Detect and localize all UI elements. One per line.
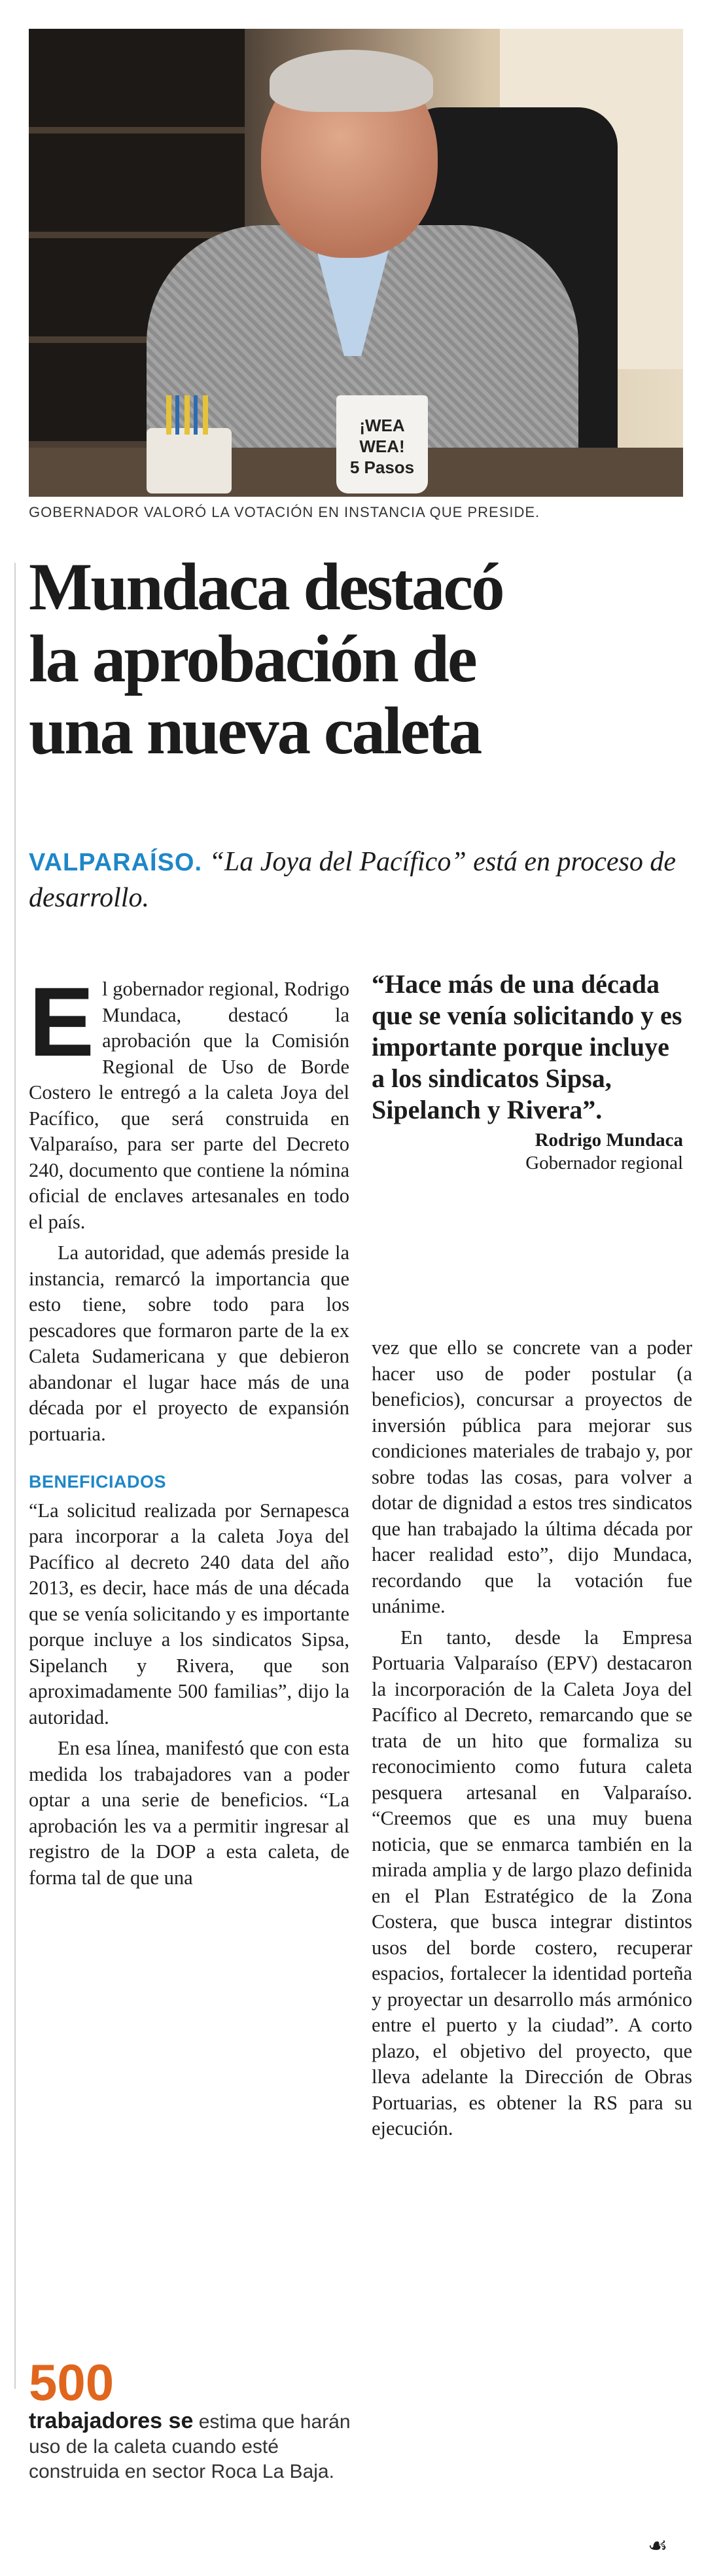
paragraph-2: La autoridad, que además preside la instancia, remarcó la importancia que esto tiene, sobre todo para los pescadores que formaron parte de la ex Caleta Sudamericana y que debieron abandonar el lugar hace más de una década por el proyecto de expansión portuaria. (29, 1242, 349, 1445)
paragraph-3: “La solicitud realizada por Sernapesca para incorporar a la caleta Joya del Pacífico al decreto 240 data del año 2013, es decir, hace más de una década que se venía solicitando y es importante porque incluye a los sindicatos Sipsa, Sipelanch y Rivera, que son aproximadamente 500 familias”, dijo la autoridad. (29, 1499, 349, 1728)
paragraph-6: En tanto, desde la Empresa Portuaria Valparaíso (EPV) destacaron la incorporación de la Caleta Joya del Pacífico al Decreto, remarcando que se trata de un hito que formaliza su reconocimiento como futura caleta pesquera artesanal en Valparaíso. “Creemos que es una muy buena noticia, que se enmarca también en la mirada amplia y de largo plazo definida en el Plan Estratégico de la Zona Costera, que busca integrar distintos usos del borde costero, recuperar espacios, fortalecer la identidad porteña y proyectar un desarrollo más armónico entre el puerto y la ciudad”. A corto plazo, el objetivo del proyecto, que lleva adelante la Dirección de Obras Portuarias, es obtener la RS para su ejecución. (372, 1626, 692, 2139)
headline (29, 551, 683, 767)
subhead-beneficiados: BENEFICIADOS (29, 1472, 167, 1492)
photo-pens (166, 395, 212, 435)
dek-place: VALPARAÍSO. (29, 849, 203, 876)
article-column-right (372, 1335, 692, 2147)
article-photo (29, 29, 683, 497)
dropcap: E (29, 967, 95, 1077)
paragraph-5: vez que ello se concrete van a poder hacer uso de poder postular (a beneficios), concursar a proyectos de inversión pública para mejorar sus condiciones materiales de trabajo y, por sobre todas las cosas, para volver a dotar de dignidad a estos tres sindicatos que han trabajado la última década por hacer realidad esto”, dijo Mundaca, recordando que la votación fue unánime. (372, 1336, 692, 1617)
stat-box (29, 2353, 356, 2484)
headline-line-3: una nueva caleta (29, 694, 481, 768)
end-mark-icon: ☙ (648, 2533, 668, 2559)
paragraph-1 (29, 967, 349, 1235)
pull-quote (372, 969, 683, 1174)
stat-text (29, 2408, 356, 2484)
photo-hair (270, 50, 433, 112)
pull-quote-role: Gobernador regional (525, 1153, 683, 1173)
paragraph-4: En esa línea, manifestó que con esta medida los trabajadores van a poder optar a una serie de beneficios. “La aprobación les va a permitir ingresar al registro de la DOP a esta caleta, de forma tal de que una (29, 1737, 349, 1889)
pull-quote-name: Rodrigo Mundaca (535, 1130, 683, 1151)
stat-lead: trabajadores se (29, 2408, 194, 2433)
left-margin-rule (14, 563, 16, 2389)
pull-quote-text: “Hace más de una década que se venía solicitando y es importante porque incluye a los sindicatos Sipsa, Sipelanch y Rivera”. (372, 969, 682, 1124)
paragraph-1-text: l gobernador regional, Rodrigo Mundaca, destacó la aprobación que la Comisión Regional de Uso de Borde Costero le entregó a la caleta Joya del Pacífico, que será construida en Valparaíso, para ser parte del Decreto 240, documento que contiene la nómina oficial de enclaves artesanales en todo el país. (29, 978, 349, 1233)
stat-number: 500 (29, 2353, 114, 2411)
photo-pen-cup (147, 428, 232, 493)
photo-caption: GOBERNADOR VALORÓ LA VOTACIÓN EN INSTANCIA QUE PRESIDE. (29, 504, 540, 520)
stat-rest: estima que harán uso de la caleta cuando esté construida en sector Roca La Baja. (29, 2411, 351, 2482)
dek-teaser: “La Joya del Pacífico” está en proceso de desarrollo. (29, 847, 677, 913)
article-column-left (29, 967, 349, 1896)
headline-line-1: Mundaca destacó (29, 550, 503, 624)
photo-mug: ¡WEA WEA! 5 Pasos (336, 395, 428, 493)
dek (29, 844, 683, 916)
headline-line-2: la aprobación de (29, 622, 476, 696)
